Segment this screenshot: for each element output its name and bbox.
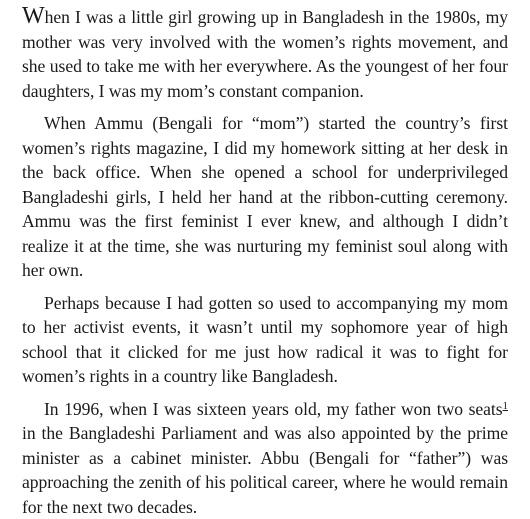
paragraph-4-text-after: in the Bangladeshi Parliament and was also appointed by the prime minister as a cabinet minister. Abbu (Bengali for “father”) was approaching the zenith of his political career, where he would remain for the next two decades. <box>22 423 508 517</box>
paragraph-1-text: hen I was a little girl growing up in Bangladesh in the 1980s, my mother was very involved with the women’s rights movement, and she used to take me with her everywhere. As the youngest of her four daughters, I was my mom’s constant companion. <box>22 7 508 101</box>
paragraph-2-text: When Ammu (Bengali for “mom”) started the country’s first women’s rights magazine, I did my homework sitting at her desk in the back office. When she opened a school for underprivileged Bangladeshi girls, I held her hand at the ribbon-cutting ceremony. Ammu was the first feminist I ever knew, and although I didn’t realize it at the time, she was nurturing my feminist soul along with her own. <box>22 113 508 280</box>
paragraph-3-text: Perhaps because I had gotten so used to accompanying my mom to her activist events, it wasn’t until my sophomore year of high school that it clicked for me just how radical it was to fight for women’s rights in a country like Bangladesh. <box>22 293 508 387</box>
paragraph-1 <box>22 5 508 103</box>
footnote-link[interactable]: 1 <box>503 400 508 412</box>
paragraph-3 <box>22 291 508 389</box>
paragraph-2 <box>22 111 508 283</box>
paragraph-4-text-before: In 1996, when I was sixteen years old, my father won two seats <box>44 399 503 419</box>
paragraph-4 <box>22 397 508 519</box>
initial-letter: W <box>22 3 45 29</box>
